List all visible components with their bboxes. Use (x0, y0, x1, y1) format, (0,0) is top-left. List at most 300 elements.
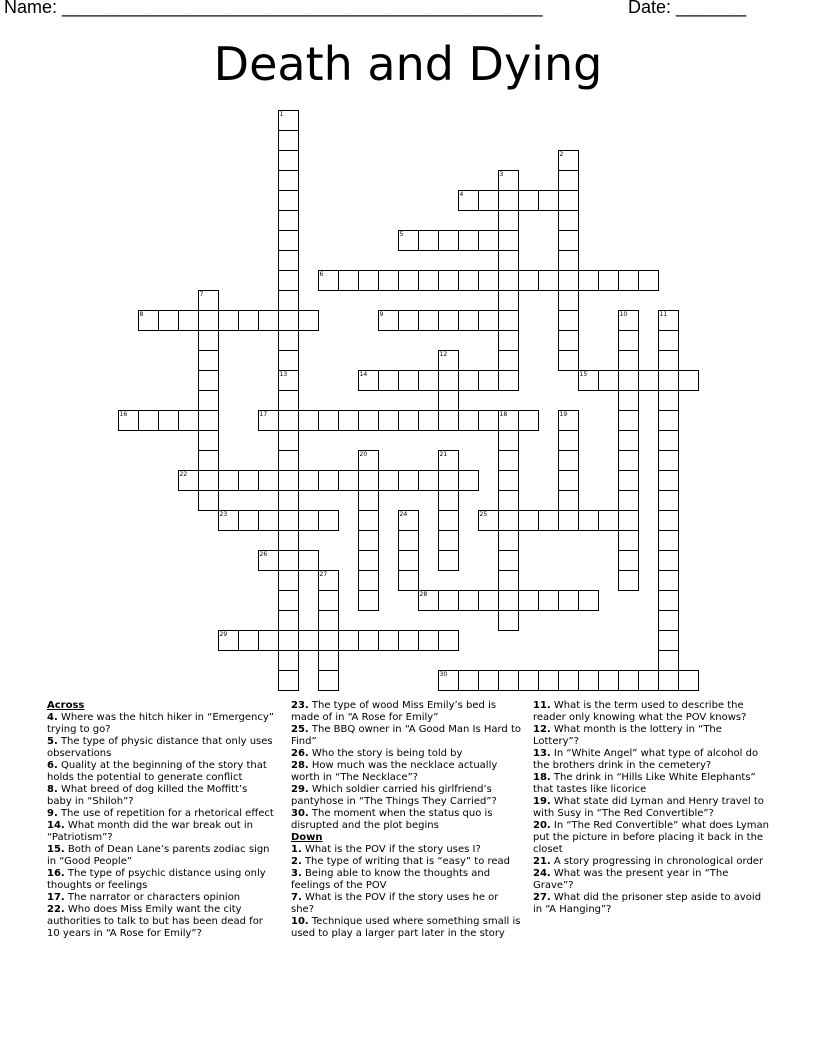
clue-item-number: 21. (533, 856, 551, 867)
clue-number: 17 (259, 410, 268, 418)
clue-item (291, 844, 521, 856)
grid-cell[interactable] (318, 470, 339, 491)
grid-cell[interactable] (198, 350, 219, 371)
grid-cell[interactable] (198, 290, 219, 311)
grid-cell[interactable] (238, 510, 259, 531)
clue-number: 23 (219, 510, 228, 518)
grid-cell[interactable] (178, 310, 199, 331)
grid-cell[interactable] (658, 390, 679, 411)
clue-item-text: What is the POV if the story uses he or she? (291, 892, 499, 915)
grid-cell[interactable] (658, 310, 679, 331)
grid-cell[interactable] (578, 590, 599, 611)
grid-cell[interactable] (578, 510, 599, 531)
grid-cell[interactable] (658, 570, 679, 591)
grid-cell[interactable] (498, 410, 519, 431)
clue-item (291, 700, 521, 724)
grid-cell[interactable] (618, 410, 639, 431)
grid-cell[interactable] (358, 530, 379, 551)
clue-number: 11 (659, 310, 668, 318)
grid-cell[interactable] (278, 230, 299, 251)
grid-cell[interactable] (278, 110, 299, 131)
grid-cell[interactable] (498, 550, 519, 571)
grid-cell[interactable] (358, 550, 379, 571)
clue-number: 12 (439, 350, 448, 358)
grid-cell[interactable] (398, 570, 419, 591)
grid-cell[interactable] (298, 410, 319, 431)
grid-cell[interactable] (338, 470, 359, 491)
grid-cell[interactable] (218, 630, 239, 651)
grid-cell[interactable] (658, 410, 679, 431)
grid-cell[interactable] (658, 470, 679, 491)
grid-cell[interactable] (478, 310, 499, 331)
grid-cell[interactable] (438, 270, 459, 291)
grid-cell[interactable] (658, 350, 679, 371)
grid-cell[interactable] (498, 490, 519, 511)
clue-item (533, 748, 769, 772)
grid-cell[interactable] (478, 590, 499, 611)
clue-item-text: The type of writing that is “easy” to read (301, 856, 511, 867)
grid-cell[interactable] (318, 510, 339, 531)
grid-cell[interactable] (558, 290, 579, 311)
grid-cell[interactable] (398, 530, 419, 551)
grid-cell[interactable] (398, 270, 419, 291)
grid-cell[interactable] (418, 270, 439, 291)
grid-cell[interactable] (278, 490, 299, 511)
grid-cell[interactable] (418, 230, 439, 251)
grid-cell[interactable] (658, 450, 679, 471)
grid-cell[interactable] (298, 310, 319, 331)
grid-cell[interactable] (198, 430, 219, 451)
grid-cell[interactable] (438, 390, 459, 411)
grid-cell[interactable] (618, 570, 639, 591)
grid-cell[interactable] (418, 410, 439, 431)
grid-cell[interactable] (438, 370, 459, 391)
date-field[interactable]: Date: _______ (628, 0, 747, 17)
grid-cell[interactable] (638, 270, 659, 291)
grid-cell[interactable] (318, 570, 339, 591)
grid-cell[interactable] (398, 510, 419, 531)
grid-cell[interactable] (558, 230, 579, 251)
grid-cell[interactable] (498, 430, 519, 451)
grid-cell[interactable] (578, 370, 599, 391)
clue-item-text: What was the present year in “The Grave”? (533, 868, 729, 891)
grid-cell[interactable] (338, 270, 359, 291)
grid-cell[interactable] (558, 150, 579, 171)
grid-cell[interactable] (618, 350, 639, 371)
grid-cell[interactable] (498, 370, 519, 391)
grid-cell[interactable] (398, 410, 419, 431)
grid-cell[interactable] (618, 330, 639, 351)
grid-cell[interactable] (358, 590, 379, 611)
clue-number: 3 (499, 170, 504, 178)
grid-cell[interactable] (318, 410, 339, 431)
grid-cell[interactable] (418, 370, 439, 391)
grid-cell[interactable] (378, 270, 399, 291)
grid-cell[interactable] (358, 570, 379, 591)
grid-cell[interactable] (398, 630, 419, 651)
grid-cell[interactable] (258, 550, 279, 571)
grid-cell[interactable] (658, 610, 679, 631)
grid-cell[interactable] (438, 450, 459, 471)
grid-cell[interactable] (438, 670, 459, 691)
grid-cell[interactable] (678, 370, 699, 391)
grid-cell[interactable] (498, 270, 519, 291)
grid-cell[interactable] (378, 370, 399, 391)
grid-cell[interactable] (558, 330, 579, 351)
clue-item-number: 7. (291, 892, 302, 903)
grid-cell[interactable] (198, 310, 219, 331)
grid-cell[interactable] (518, 270, 539, 291)
clue-item (47, 712, 275, 736)
grid-cell[interactable] (278, 250, 299, 271)
grid-cell[interactable] (258, 410, 279, 431)
grid-cell[interactable] (198, 450, 219, 471)
grid-cell[interactable] (478, 410, 499, 431)
grid-cell[interactable] (558, 350, 579, 371)
grid-cell[interactable] (378, 630, 399, 651)
grid-cell[interactable] (498, 310, 519, 331)
grid-cell[interactable] (398, 310, 419, 331)
grid-cell[interactable] (478, 190, 499, 211)
grid-cell[interactable] (598, 270, 619, 291)
grid-cell[interactable] (478, 510, 499, 531)
grid-cell[interactable] (438, 550, 459, 571)
clue-item (47, 784, 275, 808)
grid-cell[interactable] (438, 530, 459, 551)
grid-cell[interactable] (458, 670, 479, 691)
grid-cell[interactable] (278, 170, 299, 191)
grid-cell[interactable] (398, 230, 419, 251)
grid-cell[interactable] (278, 370, 299, 391)
grid-cell[interactable] (538, 670, 559, 691)
grid-cell[interactable] (478, 270, 499, 291)
clue-item-text: What did the prisoner step aside to avoid in “A Hanging”? (533, 892, 762, 915)
grid-cell[interactable] (438, 590, 459, 611)
clue-item-text: What is the POV if the story uses I? (301, 844, 481, 855)
clue-item (47, 820, 275, 844)
grid-cell[interactable] (278, 150, 299, 171)
grid-cell[interactable] (658, 670, 679, 691)
grid-cell[interactable] (658, 490, 679, 511)
grid-cell[interactable] (498, 190, 519, 211)
grid-cell[interactable] (498, 590, 519, 611)
grid-cell[interactable] (538, 590, 559, 611)
grid-cell[interactable] (578, 270, 599, 291)
clue-item-text: The moment when the status quo is disrupted and the plot begins (291, 808, 493, 831)
grid-cell[interactable] (458, 270, 479, 291)
grid-cell[interactable] (558, 490, 579, 511)
grid-cell[interactable] (558, 470, 579, 491)
grid-cell[interactable] (618, 530, 639, 551)
grid-cell[interactable] (298, 630, 319, 651)
grid-cell[interactable] (278, 550, 299, 571)
grid-cell[interactable] (618, 470, 639, 491)
grid-cell[interactable] (438, 410, 459, 431)
grid-cell[interactable] (498, 290, 519, 311)
grid-cell[interactable] (278, 590, 299, 611)
grid-cell[interactable] (238, 310, 259, 331)
grid-cell[interactable] (438, 510, 459, 531)
grid-cell[interactable] (358, 410, 379, 431)
grid-cell[interactable] (438, 470, 459, 491)
clue-number: 30 (439, 670, 448, 678)
clue-item-text: What month is the lottery in “The Lottery”? (533, 724, 722, 747)
grid-cell[interactable] (518, 410, 539, 431)
grid-cell[interactable] (658, 330, 679, 351)
grid-cell[interactable] (638, 670, 659, 691)
grid-cell[interactable] (178, 410, 199, 431)
grid-cell[interactable] (618, 670, 639, 691)
grid-cell[interactable] (618, 390, 639, 411)
grid-cell[interactable] (678, 670, 699, 691)
grid-cell[interactable] (358, 630, 379, 651)
grid-cell[interactable] (258, 310, 279, 331)
grid-cell[interactable] (278, 610, 299, 631)
grid-cell[interactable] (458, 410, 479, 431)
grid-cell[interactable] (558, 210, 579, 231)
grid-cell[interactable] (278, 570, 299, 591)
grid-cell[interactable] (618, 450, 639, 471)
grid-cell[interactable] (278, 530, 299, 551)
grid-cell[interactable] (318, 590, 339, 611)
grid-cell[interactable] (258, 630, 279, 651)
clue-number: 14 (359, 370, 368, 378)
grid-cell[interactable] (338, 630, 359, 651)
grid-cell[interactable] (258, 470, 279, 491)
grid-cell[interactable] (198, 390, 219, 411)
grid-cell[interactable] (658, 550, 679, 571)
grid-cell[interactable] (558, 250, 579, 271)
grid-cell[interactable] (558, 190, 579, 211)
clue-item (291, 868, 521, 892)
grid-cell[interactable] (278, 390, 299, 411)
across-heading: Across (47, 700, 85, 711)
grid-cell[interactable] (618, 430, 639, 451)
grid-cell[interactable] (518, 670, 539, 691)
grid-cell[interactable] (378, 470, 399, 491)
name-field[interactable]: Name: ________________________________________________ (4, 0, 543, 17)
grid-cell[interactable] (498, 230, 519, 251)
grid-cell[interactable] (398, 470, 419, 491)
grid-cell[interactable] (278, 510, 299, 531)
grid-cell[interactable] (358, 470, 379, 491)
grid-cell[interactable] (498, 530, 519, 551)
grid-cell[interactable] (278, 470, 299, 491)
grid-cell[interactable] (558, 510, 579, 531)
grid-cell[interactable] (318, 670, 339, 691)
grid-cell[interactable] (658, 650, 679, 671)
grid-cell[interactable] (438, 230, 459, 251)
grid-cell[interactable] (618, 370, 639, 391)
grid-cell[interactable] (498, 510, 519, 531)
grid-cell[interactable] (318, 610, 339, 631)
grid-cell[interactable] (318, 630, 339, 651)
grid-cell[interactable] (658, 370, 679, 391)
grid-cell[interactable] (498, 570, 519, 591)
grid-cell[interactable] (558, 170, 579, 191)
grid-cell[interactable] (498, 250, 519, 271)
grid-cell[interactable] (498, 670, 519, 691)
grid-cell[interactable] (558, 310, 579, 331)
clue-number: 2 (559, 150, 564, 158)
grid-cell[interactable] (198, 470, 219, 491)
grid-cell[interactable] (438, 350, 459, 371)
grid-cell[interactable] (498, 610, 519, 631)
grid-cell[interactable] (278, 430, 299, 451)
grid-cell[interactable] (618, 490, 639, 511)
grid-cell[interactable] (558, 270, 579, 291)
grid-cell[interactable] (458, 590, 479, 611)
grid-cell[interactable] (538, 190, 559, 211)
grid-cell[interactable] (358, 490, 379, 511)
grid-cell[interactable] (298, 470, 319, 491)
grid-cell[interactable] (658, 510, 679, 531)
grid-cell[interactable] (278, 650, 299, 671)
grid-cell[interactable] (618, 310, 639, 331)
grid-cell[interactable] (658, 430, 679, 451)
clue-item-text: The drink in “Hills Like White Elephants” that tastes like licorice (533, 772, 756, 795)
clue-number: 24 (399, 510, 408, 518)
clue-item (47, 736, 275, 760)
grid-cell[interactable] (238, 470, 259, 491)
clue-item-number: 25. (291, 724, 309, 735)
grid-cell[interactable] (158, 410, 179, 431)
grid-cell[interactable] (558, 670, 579, 691)
grid-cell[interactable] (478, 230, 499, 251)
grid-cell[interactable] (458, 370, 479, 391)
grid-cell[interactable] (418, 310, 439, 331)
grid-cell[interactable] (538, 510, 559, 531)
grid-cell[interactable] (258, 510, 279, 531)
grid-cell[interactable] (278, 670, 299, 691)
grid-cell[interactable] (518, 590, 539, 611)
grid-cell[interactable] (278, 130, 299, 151)
grid-cell[interactable] (278, 310, 299, 331)
grid-cell[interactable] (558, 590, 579, 611)
grid-cell[interactable] (278, 290, 299, 311)
clue-number: 8 (139, 310, 144, 318)
grid-cell[interactable] (378, 410, 399, 431)
grid-cell[interactable] (478, 670, 499, 691)
grid-cell[interactable] (278, 210, 299, 231)
grid-cell[interactable] (458, 470, 479, 491)
grid-cell[interactable] (658, 530, 679, 551)
grid-cell[interactable] (578, 670, 599, 691)
grid-cell[interactable] (238, 630, 259, 651)
grid-cell[interactable] (418, 590, 439, 611)
grid-cell[interactable] (278, 190, 299, 211)
grid-cell[interactable] (558, 410, 579, 431)
grid-cell[interactable] (598, 370, 619, 391)
grid-cell[interactable] (658, 590, 679, 611)
grid-cell[interactable] (418, 630, 439, 651)
grid-cell[interactable] (438, 490, 459, 511)
grid-cell[interactable] (198, 370, 219, 391)
grid-cell[interactable] (498, 470, 519, 491)
grid-cell[interactable] (298, 510, 319, 531)
grid-cell[interactable] (138, 410, 159, 431)
grid-cell[interactable] (298, 550, 319, 571)
grid-cell[interactable] (638, 370, 659, 391)
grid-cell[interactable] (438, 630, 459, 651)
grid-cell[interactable] (498, 330, 519, 351)
clue-number: 18 (499, 410, 508, 418)
clue-item-text: What breed of dog killed the Moffitt’s baby in “Shiloh”? (47, 784, 248, 807)
clue-item (533, 772, 769, 796)
clue-item-number: 19. (533, 796, 551, 807)
clue-item (291, 760, 521, 784)
grid-cell[interactable] (198, 330, 219, 351)
grid-cell[interactable] (438, 310, 459, 331)
grid-cell[interactable] (278, 350, 299, 371)
grid-cell[interactable] (478, 370, 499, 391)
grid-cell[interactable] (618, 270, 639, 291)
grid-cell[interactable] (398, 370, 419, 391)
grid-cell[interactable] (118, 410, 139, 431)
grid-cell[interactable] (458, 310, 479, 331)
grid-cell[interactable] (358, 450, 379, 471)
grid-cell[interactable] (318, 270, 339, 291)
grid-cell[interactable] (278, 270, 299, 291)
grid-cell[interactable] (178, 470, 199, 491)
grid-cell[interactable] (218, 470, 239, 491)
grid-cell[interactable] (538, 270, 559, 291)
grid-cell[interactable] (558, 430, 579, 451)
grid-cell[interactable] (278, 410, 299, 431)
grid-cell[interactable] (278, 450, 299, 471)
grid-cell[interactable] (218, 310, 239, 331)
grid-cell[interactable] (518, 190, 539, 211)
grid-cell[interactable] (358, 510, 379, 531)
grid-cell[interactable] (358, 370, 379, 391)
clue-item (291, 916, 521, 940)
clue-item-number: 13. (533, 748, 551, 759)
clue-item-text: How much was the necklace actually worth in “The Necklace”? (291, 760, 498, 783)
grid-cell[interactable] (218, 510, 239, 531)
grid-cell[interactable] (618, 510, 639, 531)
grid-cell[interactable] (278, 330, 299, 351)
clue-item (533, 868, 769, 892)
clue-item-number: 14. (47, 820, 65, 831)
grid-cell[interactable] (458, 190, 479, 211)
clue-item-number: 18. (533, 772, 551, 783)
grid-cell[interactable] (358, 270, 379, 291)
grid-cell[interactable] (618, 550, 639, 571)
grid-cell[interactable] (398, 550, 419, 571)
grid-cell[interactable] (558, 450, 579, 471)
grid-cell[interactable] (158, 310, 179, 331)
grid-cell[interactable] (418, 470, 439, 491)
grid-cell[interactable] (378, 310, 399, 331)
grid-cell[interactable] (198, 410, 219, 431)
grid-cell[interactable] (138, 310, 159, 331)
clue-item-number: 6. (47, 760, 58, 771)
grid-cell[interactable] (498, 170, 519, 191)
grid-cell[interactable] (498, 450, 519, 471)
grid-cell[interactable] (498, 350, 519, 371)
grid-cell[interactable] (278, 630, 299, 651)
clue-item (533, 724, 769, 748)
grid-cell[interactable] (598, 670, 619, 691)
grid-cell[interactable] (198, 490, 219, 511)
grid-cell[interactable] (658, 630, 679, 651)
grid-cell[interactable] (598, 510, 619, 531)
grid-cell[interactable] (458, 230, 479, 251)
grid-cell[interactable] (518, 510, 539, 531)
grid-cell[interactable] (338, 410, 359, 431)
grid-cell[interactable] (318, 650, 339, 671)
grid-cell[interactable] (498, 210, 519, 231)
